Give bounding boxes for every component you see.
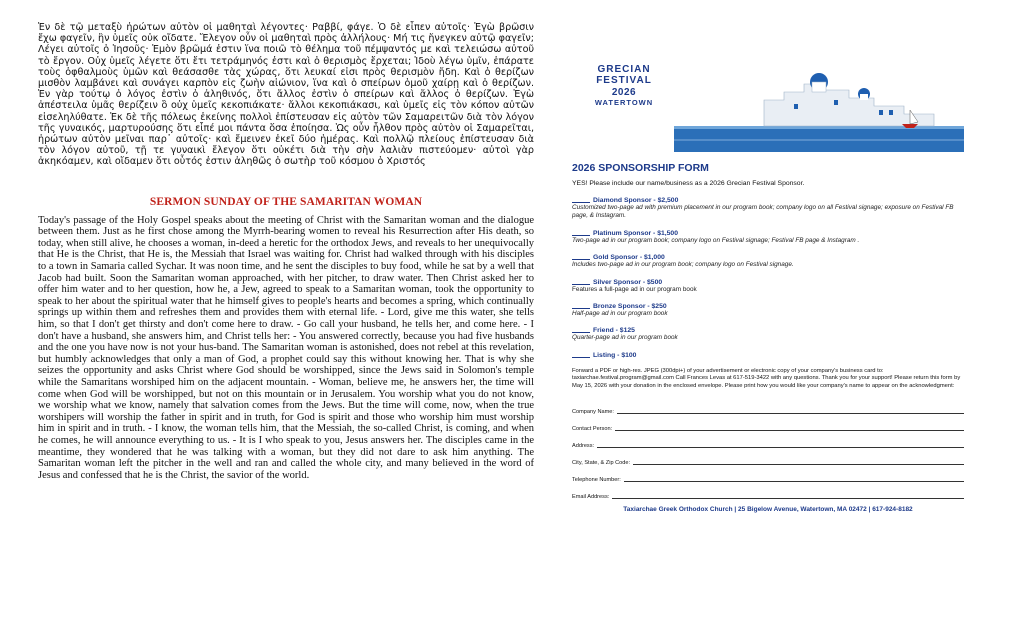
logo-line-1: GRECIAN	[597, 64, 651, 75]
form-lead: YES! Please include our name/business as a 2026 Grecian Festival Sponsor.	[572, 180, 805, 187]
telephone-field[interactable]	[572, 466, 964, 483]
field-label: City, State, & Zip Code:	[572, 460, 631, 467]
tier-heading: Listing - $100	[593, 351, 637, 359]
address-field[interactable]	[572, 432, 964, 449]
tier-description: Customized two-page ad with premium placement in our program book; company logo on all Festival signage; exposure on Festival FB page, & Instagram.	[572, 204, 954, 220]
field-line[interactable]	[617, 413, 964, 414]
checkbox-line[interactable]	[572, 308, 590, 309]
sermon-text: Today's passage of the Holy Gospel speaks about the meeting of Christ with the Samaritan woman and the dialogue between them. Just as he first chose among the Myrrh-bearing women to reveal his Resurrection after His death, so today, when still alive, he chooses a woman, in-deed a heretic for the orthodox Jews, and reveals to her unequivocally that He is the Christ, that He is, the Messiah that Israel was waiting for. Christ had walked through with his disciples to a town in Samaria called Sychar. It was noon time, and he sent the disciples to buy food, while he sat by a well that Jacob had built. Soon the Samaritan woman approached, with her pitcher, to draw water. Then Christ asked her to offer him water and to her question, how he, a Jew, agreed to speak to a Samaritan woman, took the opportunity to speak to her about the spiritual water that he himself gives to people's hearts and becomes a spring, which continually springs up within them and refreshes them and provides them with eternal life. - Lord, give me this water, she tells him, so that I don't get thirsty and don't come here to draw. - Go call your husband, he tells her, and come here. - I don't have a husband, she answers him, and Christ tells her: - You answered correctly, because you had five husbands and the one you have now is not your hus-band. The Samaritan woman is astonished, does not rebel at this revelation, but humbly acknowledges that only a man of God, a prophet could say this without knowing her. That is why she seizes the opportunity and asks Christ where God should be worshipped, since the Jews said in Solomon's temple while the Samaritans worshiped him on the adjacent mountain. - Woman, believe me, he answers her, the time will come when God will be worshipped, but not on this mountain or in Jerusalem. You worship what you do not know, we worship what we know, namely that salvation comes from the Jews. But the time will come, now, when the true worshipers will worship the father in spirit and in truth, for God is spirit and those who worship him must worship him in spirit and in truth. - I know, the woman tells him, that the Messiah, the so-called Christ, is coming, and when he comes, he will announce everything to us. - It is I who speak to you, Jesus answers her. The disciples came in the meantime, they wondered that he was talking with a woman, but they did not dare to ask him anything. The Samaritan woman left the pitcher in the well and ran and called the whole city, and many believed in the word of Jesus and confessed that he is the Christ, the savior of the world.	[38, 214, 534, 481]
tier-gold[interactable]	[572, 254, 964, 269]
tier-description: Includes two-page ad in our program book; company logo on Festival signage.	[572, 261, 794, 269]
checkbox-line[interactable]	[572, 235, 590, 236]
field-label: Telephone Number:	[572, 477, 621, 484]
tier-diamond[interactable]	[572, 197, 964, 221]
tier-description: Features a full-page ad in our program book	[572, 285, 697, 293]
tier-heading: Diamond Sponsor - $2,500	[593, 197, 679, 204]
festival-logo	[576, 64, 672, 107]
city-state-zip-field[interactable]	[572, 449, 964, 466]
greek-gospel-text: Ἐν δὲ τῷ μεταξὺ ἠρώτων αὐτὸν οἱ μαθηταὶ λέγοντες· Ραββί, φάγε. Ὁ δὲ εἶπεν αὐτοῖς· Ἐγὼ βρῶσιν ἔχω φαγεῖν, ἣν ὑμεῖς οὐκ οἴδατε. Ἔλεγον οὖν οἱ μαθηταὶ πρὸς ἀλλήλους· Μή τις ἤνεγκεν αὐτῷ φαγεῖν; Λέγει αὐτοῖς ὁ Ἰησοῦς· Ἐμὸν βρῶμά ἐστιν ἵνα ποιῶ τὸ θέλημα τοῦ πέμψαντός με καὶ τελειώσω αὐτοῦ τὸ ἔργον. Οὐχ ὑμεῖς λέγετε ὅτι ἔτι τετράμηνός ἐστι καὶ ὁ θερισμὸς ἔρχεται; Ἰδοὺ λέγω ὑμῖν, ἐπάρατε τοὺς ὀφθαλμοὺς ὑμῶν καὶ θεάσασθε τὰς χώρας, ὅτι λευκαί εἰσι πρὸς θερισμὸν ἤδη. Καὶ ὁ θερίζων μισθὸν λαμβάνει καὶ συνάγει καρπὸν εἰς ζωὴν αἰώνιον, ἵνα καὶ ὁ σπείρων ὁμοῦ χαίρῃ καὶ ὁ θερίζων. Ἐν γὰρ τούτῳ ὁ λόγος ἐστὶν ὁ ἀληθινός, ὅτι ἄλλος ἐστὶν ὁ σπείρων καὶ ἄλλος ὁ θερίζων. Ἐγὼ ἀπέστειλα ὑμᾶς θερίζειν ὃ οὐχ ὑμεῖς κεκοπιάκατε· ἄλλοι κεκοπιάκασι, καὶ ὑμεῖς εἰς τὸν κόπον αὐτῶν εἰσεληλύθατε. Ἐκ δὲ τῆς πόλεως ἐκείνης πολλοὶ ἐπίστευσαν εἰς αὐτὸν τῶν Σαμαρειτῶν διὰ τὸν λόγον τῆς γυναικός, μαρτυρούσης ὅτι εἶπέ μοι πάντα ὅσα ἐποίησα. Ὡς οὖν ἦλθον πρὸς αὐτὸν οἱ Σαμαρεῖται, ἠρώτων αὐτὸν μεῖναι παρ᾿ αὐτοῖς· καὶ ἔμεινεν ἐκεῖ δύο ἡμέρας. Καὶ πολλῷ πλείους ἐπίστευσαν διὰ τὸν λόγον αὐτοῦ, τῇ τε γυναικὶ ἔλεγον ὅτι οὐκέτι διὰ τὴν σὴν λαλιὰν πιστεύομεν· αὐτοὶ γὰρ ἀκηκόαμεν, καὶ οἴδαμεν ὅτι οὗτός ἐστιν ἀληθῶς ὁ σωτὴρ τοῦ κόσμου ὁ Χριστός	[38, 22, 534, 168]
field-label: Email Address:	[572, 494, 610, 501]
checkbox-line[interactable]	[572, 357, 590, 358]
tier-friend[interactable]	[572, 327, 964, 342]
field-label: Company Name:	[572, 409, 614, 416]
field-line[interactable]	[612, 498, 964, 499]
tier-bronze[interactable]	[572, 303, 964, 318]
santorini-illustration	[674, 60, 964, 152]
sermon-title: SERMON SUNDAY OF THE SAMARITAN WOMAN	[149, 195, 423, 208]
field-line[interactable]	[624, 481, 964, 482]
festival-banner	[572, 60, 964, 152]
tier-description: Half-page ad in our program book	[572, 310, 668, 318]
form-title: 2026 SPONSORSHIP FORM	[572, 162, 709, 174]
logo-line-3: 2026	[611, 87, 637, 98]
logo-line-2: FESTIVAL	[596, 75, 652, 86]
field-label: Address:	[572, 443, 595, 450]
form-instructions: Forward a PDF or high-res. JPEG (300dpi+) of your advertisement or electronic copy of your company's business card to: taxiarchae.festival.program@gmail.com Call Frances Levas at 617-519-3422 with any questions. Thank you for your support! Please return this form by May 15, 2026 with your donation in the enclosed envelope. Please print how you would like your company's name to appear on the acknowledgment:	[572, 367, 961, 389]
tier-heading: Silver Sponsor - $500	[593, 278, 663, 286]
contact-person-field[interactable]	[572, 415, 964, 432]
tier-platinum[interactable]	[572, 230, 964, 245]
scripture-column	[38, 22, 534, 481]
tier-heading: Bronze Sponsor - $250	[593, 303, 667, 311]
tier-description: Quarter-page ad in our program book	[572, 334, 678, 342]
logo-line-4: WATERTOWN	[594, 98, 654, 107]
church-footer: Taxiarchae Greek Orthodox Church | 25 Bigelow Avenue, Watertown, MA 02472 | 617-924-8182	[623, 506, 913, 514]
field-line[interactable]	[615, 430, 964, 431]
tier-description: Two-page ad in our program book; company logo on Festival signage; Festival FB page & Instagram .	[572, 236, 860, 244]
sponsorship-form	[572, 60, 964, 513]
tier-heading: Platinum Sponsor - $1,500	[593, 229, 678, 237]
checkbox-line[interactable]	[572, 284, 590, 285]
company-name-field[interactable]	[572, 398, 964, 415]
field-line[interactable]	[597, 447, 964, 448]
checkbox-line[interactable]	[572, 202, 590, 203]
email-field[interactable]	[572, 483, 964, 500]
tier-silver[interactable]	[572, 279, 964, 294]
checkbox-line[interactable]	[572, 332, 590, 333]
tier-heading: Gold Sponsor - $1,000	[593, 254, 665, 262]
field-label: Contact Person:	[572, 426, 613, 433]
tier-heading: Friend - $125	[593, 327, 635, 335]
checkbox-line[interactable]	[572, 259, 590, 260]
tier-listing[interactable]	[572, 352, 964, 359]
field-line[interactable]	[633, 464, 964, 465]
